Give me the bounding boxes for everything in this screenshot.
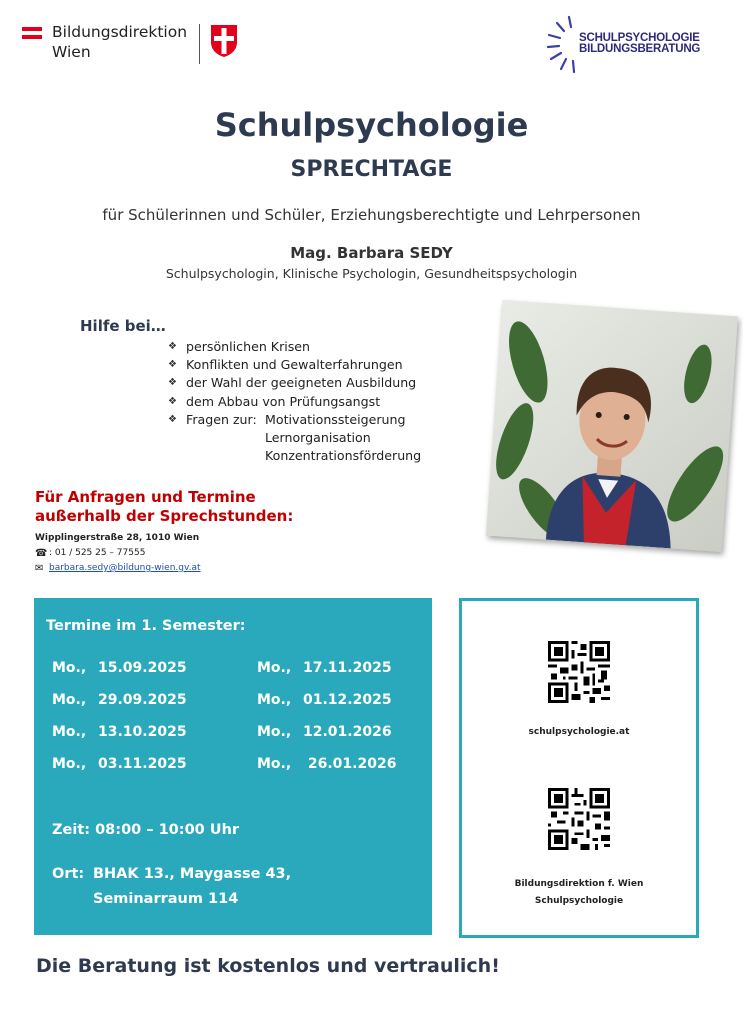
austria-flag-icon xyxy=(22,27,42,39)
qr-code-icon[interactable] xyxy=(548,788,610,850)
logo-text-line1: SCHULPSYCHOLOGIE xyxy=(579,32,700,44)
sunburst-icon xyxy=(547,15,581,75)
psychologist-name: Mag. Barbara SEDY xyxy=(290,244,453,262)
footer-statement: Die Beratung ist kostenlos und vertraulich! xyxy=(36,955,500,977)
contact-title: Für Anfragen und Termine außerhalb der Sprechstunden: xyxy=(35,488,294,525)
list-item: ❖ Konflikten und Gewalterfahrungen xyxy=(168,356,416,374)
time-text: Zeit: 08:00 – 10:00 Uhr xyxy=(52,822,240,838)
list-item: ❖ der Wahl der geeigneten Ausbildung xyxy=(168,374,416,392)
date-entry: Mo., 03.11.2025 xyxy=(52,756,187,772)
page-title: Schulpsychologie xyxy=(214,106,529,144)
date-entry: Mo., 13.10.2025 xyxy=(52,724,187,740)
date-entry: Mo., 26.01.2026 xyxy=(257,756,397,772)
table-row xyxy=(52,756,412,788)
vienna-crest-icon xyxy=(210,24,238,58)
logo-text-line2: BILDUNGSBERATUNG xyxy=(579,43,701,55)
org-name: Bildungsdirektion xyxy=(52,23,188,41)
date-entry: Mo., 17.11.2025 xyxy=(257,660,392,676)
location-label: Ort: xyxy=(52,866,85,882)
qr-code-icon[interactable] xyxy=(548,641,610,703)
portrait-image xyxy=(486,300,738,552)
qr-box xyxy=(459,598,699,938)
list-item: ❖ dem Abbau von Prüfungsangst xyxy=(168,393,416,411)
list-item: ❖ persönlichen Krisen xyxy=(168,338,416,356)
bildungsdirektion-logo xyxy=(22,22,238,66)
termine-box xyxy=(34,598,432,935)
fragen-item: Motivationssteigerung xyxy=(265,412,406,427)
fragen-item: Lernorganisation xyxy=(265,430,371,446)
contact-details xyxy=(35,531,201,576)
bullet-icon: ❖ xyxy=(168,341,177,352)
bullet-icon: ❖ xyxy=(168,395,177,407)
location-line2: Seminarraum 114 xyxy=(93,891,239,907)
table-row xyxy=(52,724,412,756)
audience-text: für Schülerinnen und Schüler, Erziehungsberechtigte und Lehrpersonen xyxy=(102,206,641,224)
email-link[interactable]: barbara.sedy@bildung-wien.gv.at xyxy=(49,563,201,573)
help-label: Hilfe bei… xyxy=(80,317,166,335)
date-entry: Mo., 12.01.2026 xyxy=(257,724,392,740)
bullet-icon: ❖ xyxy=(168,413,177,425)
address-text: Wipplingerstraße 28, 1010 Wien xyxy=(35,533,200,543)
phone-icon: ☎ xyxy=(35,548,48,559)
email-row xyxy=(35,561,201,576)
table-row xyxy=(52,660,412,692)
envelope-icon: ✉ xyxy=(35,563,44,574)
fragen-items xyxy=(265,411,421,466)
date-entry: Mo., 29.09.2025 xyxy=(52,692,187,708)
fragen-item: Konzentrationsförderung xyxy=(265,448,422,464)
qr-caption-2: Bildungsdirektion f. Wien Schulpsychologie xyxy=(514,879,644,906)
psychologist-roles: Schulpsychologin, Klinische Psychologin, Gesundheitspsychologin xyxy=(165,266,578,281)
logo-divider xyxy=(199,24,200,64)
date-entry: Mo., 15.09.2025 xyxy=(52,660,187,676)
dates-grid xyxy=(52,660,412,788)
page-subtitle: SPRECHTAGE xyxy=(290,157,453,182)
table-row xyxy=(52,692,412,724)
org-city: Wien xyxy=(52,43,91,61)
termine-heading: Termine im 1. Semester: xyxy=(46,618,246,634)
portrait-photo xyxy=(486,300,738,552)
address-row xyxy=(35,531,201,546)
phone-row xyxy=(35,546,201,561)
bullet-icon: ❖ xyxy=(168,359,177,371)
date-entry: Mo., 01.12.2025 xyxy=(257,692,392,708)
location-line1: BHAK 13., Maygasse 43, xyxy=(93,866,292,882)
schulpsychologie-logo xyxy=(547,15,717,75)
list-item: ❖ Fragen zur: xyxy=(168,411,416,429)
bullet-icon: ❖ xyxy=(168,377,177,389)
qr-caption-1: schulpsychologie.at xyxy=(528,727,630,737)
phone-text: : 01 / 525 25 – 77555 xyxy=(49,548,146,558)
